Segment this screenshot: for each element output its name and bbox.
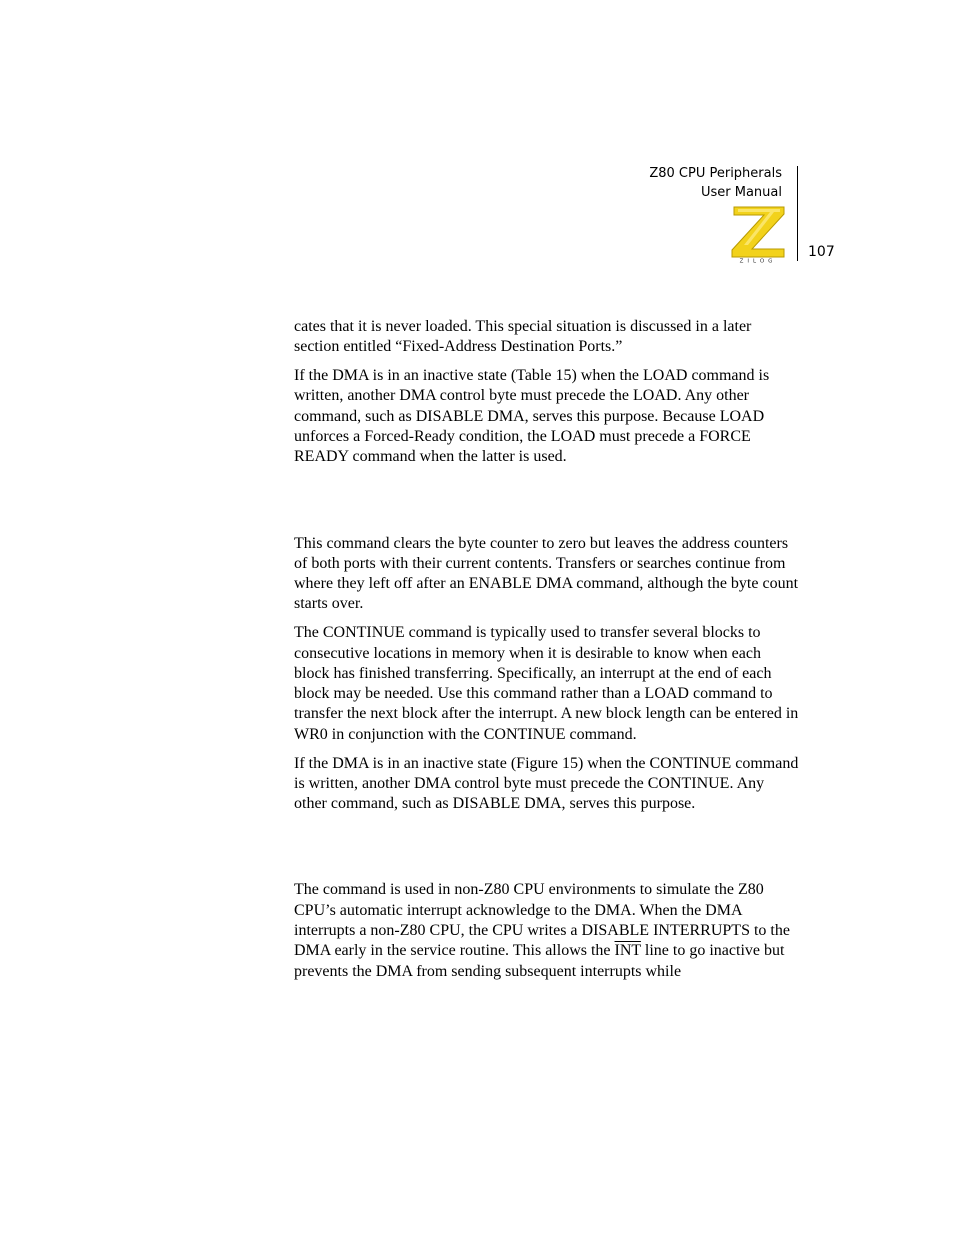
header-divider — [797, 166, 798, 261]
paragraph: The CONTINUE command is typically used to transfer several blocks to consecutive locations in memory when it is desirable to know when each block has finished transferring. Specifically, an interrupt at the end of each block may be needed. Use this command rather than a LOAD command to transfer the next block after the interrupt. A new block length can be entered in WR0 in conjunction with the CONTINUE command. — [294, 624, 799, 743]
manual-title — [649, 164, 782, 202]
body-text — [294, 317, 800, 990]
int-signal: $\overline{INT}$ — [614, 942, 641, 960]
logo-text: ZILOG — [739, 258, 777, 263]
paragraph-text: The command is used in non-Z80 CPU environments to simulate the Z80 CPU’s automatic interrupt acknowledge to the DMA. When the DMA interrupts a non-Z80 CPU, the CPU writes a DISABLE INTERRUPTS to the DMA early in the service routine. This allows the — [294, 881, 790, 960]
paragraph: If the DMA is in an inactive state (Table 15) when the LOAD command is written, another DMA control byte must precede the LOAD. Any other command, such as DISABLE DMA, serves this purpose. Because LOAD unforces a Forced-Ready condition, the LOAD must precede a FORCE READY command when the latter is used. — [294, 367, 770, 466]
paragraph: If the DMA is in an inactive state (Figure 15) when the CONTINUE command is written, another DMA control byte must precede the CONTINUE. Any other command, such as DISABLE DMA, serves this purpose. — [294, 754, 799, 813]
zilog-logo — [730, 205, 786, 263]
paragraph: This command clears the byte counter to zero but leaves the address counters of both ports with their current contents. Transfers or searches continue from where they left off after an ENABLE DMA command, although the byte count starts over. — [294, 534, 799, 613]
manual-title-line2: User Manual — [700, 185, 782, 200]
page-number: 107 — [808, 244, 835, 260]
paragraph-text: line to go inactive but prevents the DMA from sending subsequent interrupts while — [294, 942, 785, 980]
paragraph — [294, 880, 800, 981]
paragraph: cates that it is never loaded. This special situation is discussed in a later section entitled “Fixed-Address Destination Ports.” — [294, 318, 752, 356]
manual-title-line1: Z80 CPU Peripherals — [649, 166, 782, 181]
